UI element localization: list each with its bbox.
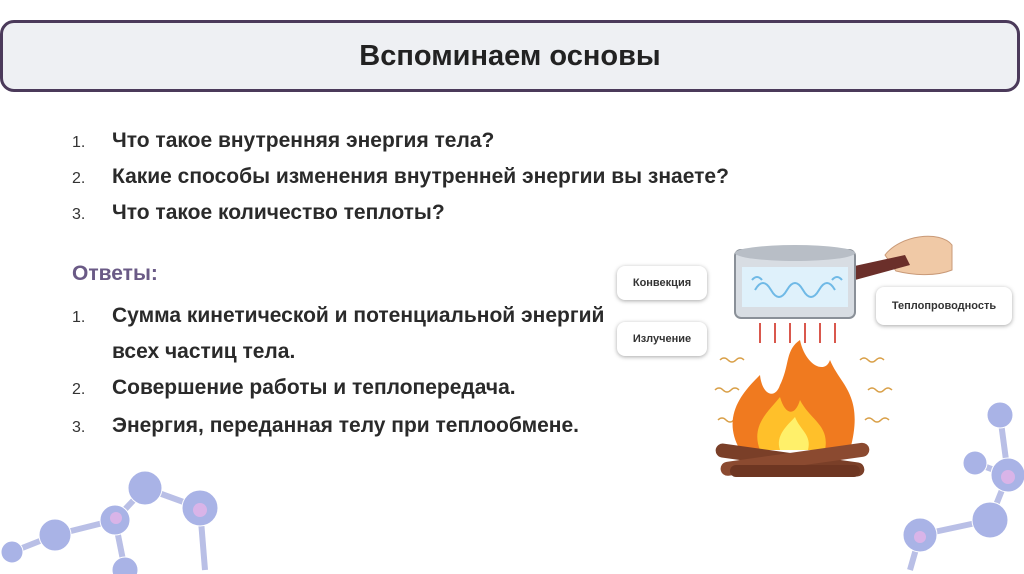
- question-item: [72, 160, 729, 196]
- answer-item: [72, 370, 692, 408]
- answer-text: Энергия, переданная телу при теплообмене.: [112, 414, 579, 437]
- answer-number: 3.: [72, 419, 86, 436]
- answers-list: [72, 298, 692, 446]
- answer-item: [72, 408, 692, 446]
- label-conduction-text: Теплопроводность: [891, 300, 997, 312]
- convection-arrows: [760, 323, 835, 343]
- question-text: Что такое внутренняя энергия тела?: [112, 129, 495, 152]
- question-text: Какие способы изменения внутренней энергии вы знаете?: [112, 165, 729, 188]
- answers-heading: Ответы:: [72, 262, 158, 285]
- question-number: 2.: [72, 170, 86, 187]
- answer-text: Совершение работы и теплопередача.: [112, 376, 516, 399]
- label-radiation: [617, 322, 707, 356]
- page-title: Вспоминаем основы: [359, 39, 661, 72]
- questions-list: [72, 124, 729, 232]
- question-number: 3.: [72, 206, 86, 223]
- answer-number: 2.: [72, 381, 86, 398]
- label-radiation-text: Излучение: [632, 333, 692, 345]
- question-text: Что такое количество теплоты?: [112, 201, 445, 224]
- answer-text: Сумма кинетической и потенциальной энергий всех частиц тела.: [112, 304, 605, 363]
- label-convection: [617, 266, 707, 300]
- question-item: [72, 124, 729, 160]
- question-item: [72, 196, 729, 232]
- molecule-decoration-left: [0, 460, 260, 574]
- molecule-decoration-right: [880, 395, 1024, 574]
- answer-item: [72, 298, 632, 370]
- label-convection-text: Конвекция: [632, 277, 692, 289]
- title-bar: [0, 20, 1020, 92]
- answer-number: 1.: [72, 309, 86, 326]
- question-number: 1.: [72, 134, 86, 151]
- label-conduction: [876, 287, 1012, 325]
